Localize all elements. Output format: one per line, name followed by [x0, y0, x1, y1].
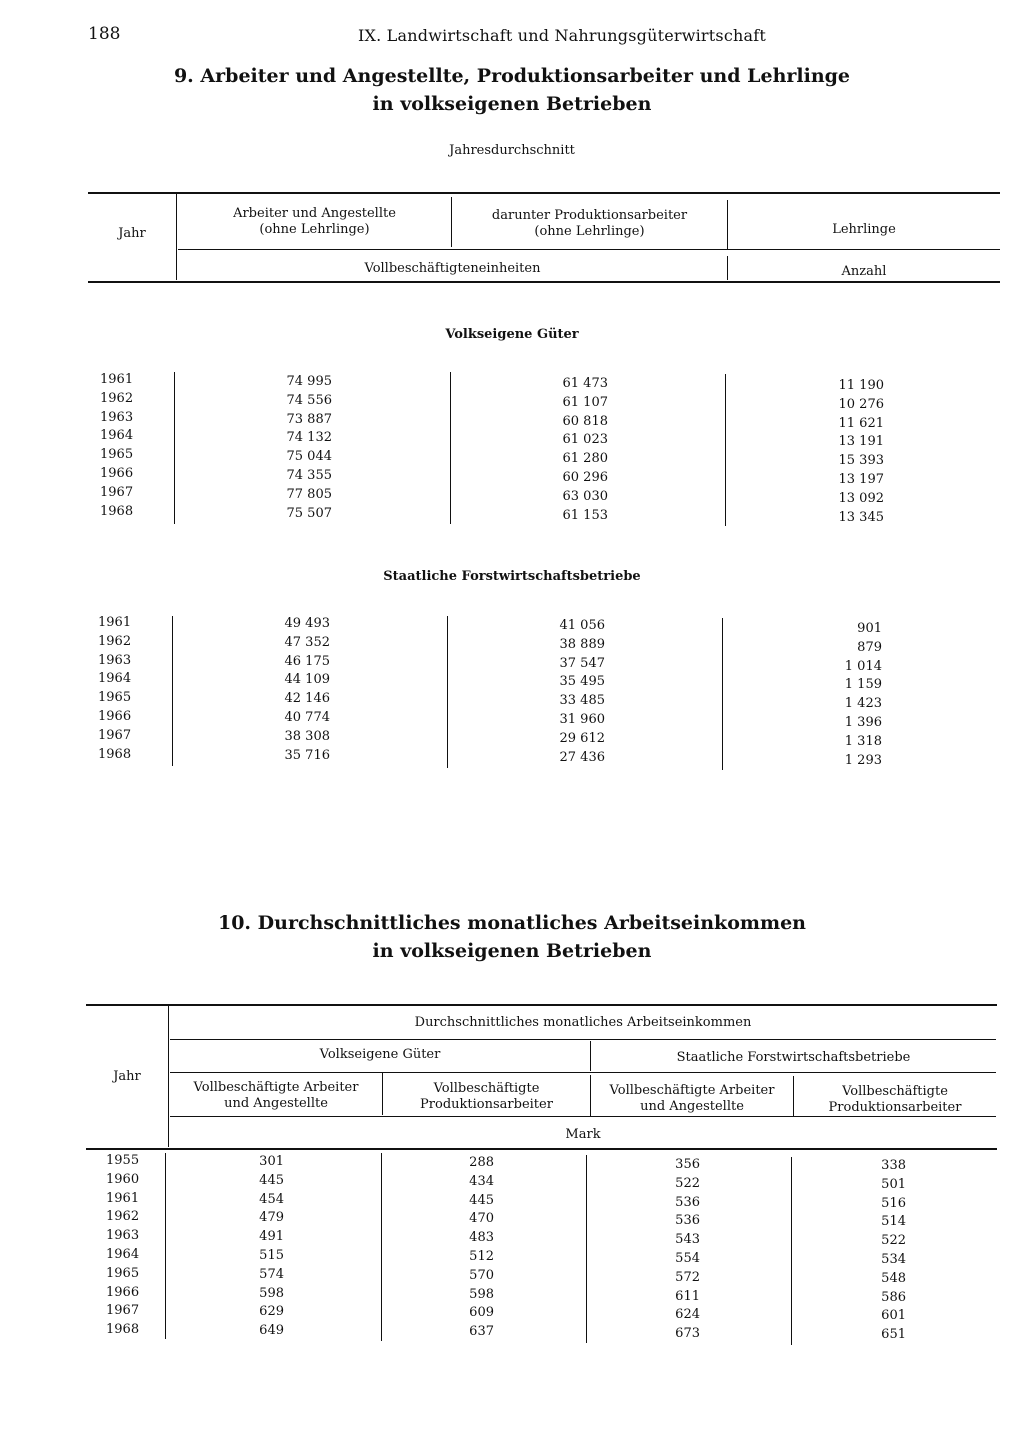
header-group-sfb: Staatliche Forstwirtschaftsbetriebe — [676, 1050, 911, 1065]
header-jahr: Jahr — [118, 226, 146, 241]
veg-years — [100, 371, 144, 521]
value-cell: 901 — [857, 621, 882, 636]
value-cell: 637 — [469, 1324, 494, 1340]
year-cell: 1955 — [106, 1153, 140, 1168]
value-cell: 611 — [675, 1288, 700, 1304]
header-c3: Vollbeschäftigte Arbeiter und Angestellte — [609, 1083, 775, 1114]
value-cell: 47 352 — [284, 634, 330, 650]
sfb-years — [98, 614, 142, 764]
year-cell: 1961 — [100, 372, 134, 387]
t10-sfb-produktion — [862, 1157, 906, 1345]
vrule — [586, 1155, 587, 1343]
t10-years — [106, 1152, 150, 1340]
value-cell: 15 393 — [838, 453, 884, 469]
value-cell: 61 473 — [562, 376, 608, 391]
table9-title-line2: in volkseigenen Betrieben — [372, 93, 652, 115]
rule-below-top — [170, 1039, 996, 1040]
sfb-produktion — [543, 617, 605, 767]
t10-sfb-arbeiter — [656, 1156, 700, 1344]
value-cell: 543 — [675, 1232, 700, 1248]
value-cell: 522 — [675, 1175, 700, 1191]
value-cell: 445 — [259, 1172, 284, 1188]
value-cell: 38 889 — [559, 636, 605, 652]
year-cell: 1968 — [100, 503, 134, 519]
value-cell: 454 — [259, 1191, 284, 1207]
section-title-sfb: Staatliche Forstwirtschaftsbetriebe — [383, 569, 641, 584]
vrule — [791, 1157, 792, 1345]
value-cell: 1 014 — [844, 658, 882, 674]
rule-top — [88, 192, 1000, 194]
value-cell: 13 191 — [838, 434, 884, 450]
value-cell: 301 — [259, 1154, 284, 1169]
header-unit-anzahl: Anzahl — [841, 264, 887, 279]
vrule — [447, 616, 448, 768]
year-cell: 1963 — [98, 652, 132, 668]
value-cell: 609 — [469, 1305, 494, 1321]
value-cell: 1 396 — [844, 714, 882, 730]
table9-title-line1: 9. Arbeiter und Angestellte, Produktionsarbeiter und Lehrlinge — [173, 65, 851, 87]
value-cell: 624 — [675, 1307, 700, 1323]
value-cell: 512 — [469, 1248, 494, 1264]
value-cell: 515 — [259, 1247, 284, 1263]
value-cell: 10 276 — [838, 396, 884, 412]
value-cell: 61 107 — [562, 394, 608, 410]
rule-below-groups — [170, 1072, 996, 1073]
year-cell: 1968 — [98, 746, 132, 762]
t10-veg-arbeiter — [240, 1153, 284, 1341]
value-cell: 46 175 — [284, 653, 330, 669]
value-cell: 586 — [881, 1289, 906, 1305]
rule-top — [86, 1004, 997, 1006]
value-cell: 536 — [675, 1213, 700, 1229]
vrule — [172, 616, 173, 766]
value-cell: 49 493 — [284, 616, 330, 631]
header-c2: Vollbeschäftigte Produktionsarbeiter — [420, 1081, 553, 1112]
year-cell: 1967 — [100, 484, 134, 500]
value-cell: 63 030 — [562, 488, 608, 504]
value-cell: 572 — [675, 1269, 700, 1285]
value-cell: 60 296 — [562, 469, 608, 485]
value-cell: 574 — [259, 1266, 284, 1282]
value-cell: 13 092 — [838, 490, 884, 506]
value-cell: 629 — [259, 1304, 284, 1320]
value-cell: 60 818 — [562, 413, 608, 429]
value-cell: 75 507 — [286, 505, 332, 521]
rule-vert-jahr — [176, 194, 177, 280]
value-cell: 651 — [881, 1327, 906, 1343]
value-cell: 41 056 — [559, 618, 605, 633]
value-cell: 35 495 — [559, 674, 605, 690]
rule-bottom — [86, 1148, 997, 1150]
year-cell: 1961 — [106, 1190, 140, 1206]
year-cell: 1967 — [98, 727, 132, 743]
year-cell: 1964 — [98, 671, 132, 687]
value-cell: 598 — [469, 1286, 494, 1302]
value-cell: 74 132 — [286, 430, 332, 446]
year-cell: 1965 — [98, 690, 132, 706]
year-cell: 1961 — [98, 615, 132, 630]
value-cell: 73 887 — [286, 411, 332, 427]
value-cell: 74 355 — [286, 467, 332, 483]
value-cell: 356 — [675, 1157, 700, 1172]
year-cell: 1965 — [106, 1265, 140, 1281]
year-cell: 1963 — [106, 1228, 140, 1244]
value-cell: 501 — [881, 1176, 906, 1192]
rule-mid — [178, 249, 1000, 250]
value-cell: 74 995 — [286, 374, 332, 389]
value-cell: 548 — [881, 1270, 906, 1286]
value-cell: 338 — [881, 1158, 906, 1173]
vrule — [722, 618, 723, 770]
value-cell: 1 293 — [844, 752, 882, 768]
value-cell: 61 153 — [562, 507, 608, 523]
page-number: 188 — [88, 24, 121, 44]
value-cell: 534 — [881, 1251, 906, 1267]
veg-arbeiter — [270, 373, 332, 523]
table10-title-line1: 10. Durchschnittliches monatliches Arbeitseinkommen — [217, 912, 807, 934]
header-c1: Vollbeschäftigte Arbeiter und Angestellte — [193, 1080, 359, 1111]
value-cell: 288 — [469, 1155, 494, 1170]
value-cell: 27 436 — [559, 749, 605, 765]
year-cell: 1965 — [100, 447, 134, 463]
table9-subtitle: Jahresdurchschnitt — [449, 143, 575, 158]
table10-title-line2: in volkseigenen Betrieben — [372, 940, 652, 962]
value-cell: 598 — [259, 1285, 284, 1301]
chapter-title: IX. Landwirtschaft und Nahrungsgüterwirtschaft — [358, 26, 766, 45]
value-cell: 11 621 — [838, 415, 884, 431]
year-cell: 1967 — [106, 1303, 140, 1319]
value-cell: 879 — [857, 639, 882, 655]
rule-below-cols — [170, 1116, 996, 1117]
rule-vert-jahr — [168, 1006, 169, 1147]
year-cell: 1964 — [106, 1246, 140, 1262]
value-cell: 75 044 — [286, 449, 332, 465]
value-cell: 44 109 — [284, 672, 330, 688]
header-col3: Lehrlinge — [832, 222, 896, 237]
value-cell: 61 280 — [562, 451, 608, 467]
value-cell: 1 159 — [844, 677, 882, 693]
year-cell: 1962 — [98, 633, 132, 649]
header-unit-vbe: Vollbeschäftigteneinheiten — [364, 261, 541, 276]
value-cell: 673 — [675, 1326, 700, 1342]
value-cell: 491 — [259, 1229, 284, 1245]
rule-bottom — [88, 281, 1000, 283]
year-cell: 1966 — [98, 708, 132, 724]
vrule — [450, 372, 451, 524]
year-cell: 1968 — [106, 1322, 140, 1338]
value-cell: 37 547 — [559, 655, 605, 671]
year-cell: 1966 — [100, 465, 134, 481]
year-cell: 1964 — [100, 428, 134, 444]
value-cell: 649 — [259, 1323, 284, 1339]
header-unit-mark: Mark — [565, 1127, 601, 1142]
veg-produktion — [546, 375, 608, 525]
value-cell: 445 — [469, 1192, 494, 1208]
value-cell: 479 — [259, 1210, 284, 1226]
year-cell: 1962 — [100, 390, 134, 406]
value-cell: 35 716 — [284, 747, 330, 763]
value-cell: 38 308 — [284, 728, 330, 744]
veg-lehrlinge — [822, 377, 884, 527]
value-cell: 77 805 — [286, 486, 332, 502]
value-cell: 31 960 — [559, 711, 605, 727]
value-cell: 61 023 — [562, 432, 608, 448]
header-jahr: Jahr — [113, 1069, 141, 1084]
header-top: Durchschnittliches monatliches Arbeitseinkommen — [414, 1015, 752, 1030]
value-cell: 33 485 — [559, 693, 605, 709]
value-cell: 434 — [469, 1173, 494, 1189]
vrule — [174, 372, 175, 524]
year-cell: 1960 — [106, 1171, 140, 1187]
year-cell: 1963 — [100, 409, 134, 425]
header-group-veg: Volkseigene Güter — [319, 1047, 441, 1062]
value-cell: 514 — [881, 1214, 906, 1230]
value-cell: 554 — [675, 1250, 700, 1266]
vrule — [725, 374, 726, 526]
value-cell: 29 612 — [559, 730, 605, 746]
header-col1: Arbeiter und Angestellte (ohne Lehrlinge) — [233, 206, 396, 237]
value-cell: 42 146 — [284, 691, 330, 707]
year-cell: 1966 — [106, 1284, 140, 1300]
value-cell: 522 — [881, 1233, 906, 1249]
sfb-lehrlinge — [820, 620, 882, 770]
t10-veg-produktion — [450, 1154, 494, 1342]
value-cell: 74 556 — [286, 392, 332, 408]
value-cell: 40 774 — [284, 709, 330, 725]
sfb-arbeiter — [268, 615, 330, 765]
value-cell: 483 — [469, 1230, 494, 1246]
value-cell: 570 — [469, 1267, 494, 1283]
value-cell: 13 345 — [838, 509, 884, 525]
value-cell: 13 197 — [838, 471, 884, 487]
vrule — [381, 1153, 382, 1341]
value-cell: 601 — [881, 1308, 906, 1324]
value-cell: 11 190 — [838, 378, 884, 393]
value-cell: 536 — [675, 1194, 700, 1210]
header-col2: darunter Produktionsarbeiter (ohne Lehrlinge) — [491, 208, 688, 239]
value-cell: 1 318 — [844, 733, 882, 749]
section-title-veg: Volkseigene Güter — [445, 327, 579, 342]
value-cell: 516 — [881, 1195, 906, 1211]
value-cell: 470 — [469, 1211, 494, 1227]
header-c4: Vollbeschäftigte Produktionsarbeiter — [828, 1084, 962, 1115]
value-cell: 1 423 — [844, 696, 882, 712]
year-cell: 1962 — [106, 1209, 140, 1225]
vrule — [165, 1153, 166, 1339]
